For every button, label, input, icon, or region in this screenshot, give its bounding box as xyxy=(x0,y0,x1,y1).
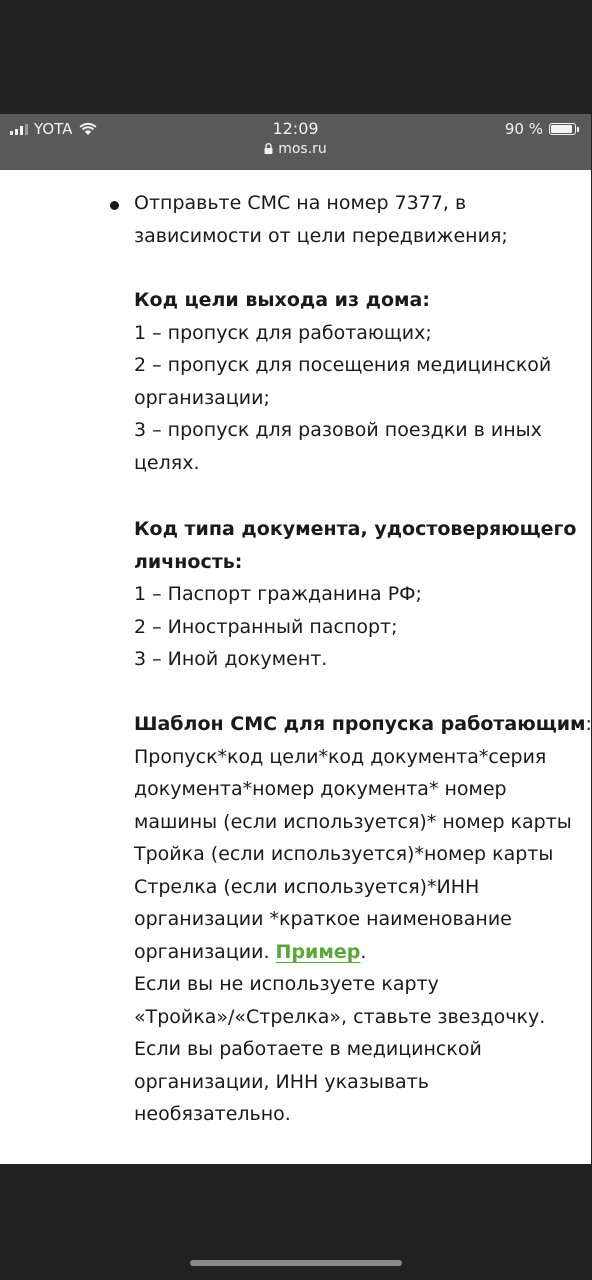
heading-colon: : xyxy=(585,713,592,735)
home-indicator[interactable] xyxy=(190,1260,402,1266)
text-line: Отправьте СМС на номер 7377, в xyxy=(134,192,467,214)
sms-template-section xyxy=(134,708,592,1131)
text-line: Если вы не используете карту xyxy=(134,973,439,995)
section-heading: Шаблон СМС для пропуска работающим xyxy=(134,713,586,735)
carrier-name: YOTA xyxy=(34,120,73,138)
text-line: документа*номер документа* номер xyxy=(134,778,507,800)
section-heading: личность: xyxy=(134,550,243,573)
text-line: 1 – Паспорт гражданина РФ; xyxy=(134,583,422,605)
text-line: «Тройка»/«Стрелка», ставьте звездочку. xyxy=(134,1005,546,1028)
status-center xyxy=(0,119,591,158)
text-line: 2 – пропуск для посещения медицинской xyxy=(134,354,552,376)
text-line: организации *краткое наименование xyxy=(134,908,512,930)
text-line: организации, ИНН указывать xyxy=(134,1070,429,1093)
page-content xyxy=(0,170,591,1164)
url-text: mos.ru xyxy=(278,140,327,157)
instruction-bullet xyxy=(134,187,574,252)
bullet-dot xyxy=(110,201,119,210)
text-line: целях. xyxy=(134,451,200,474)
section-heading: Код цели выхода из дома: xyxy=(134,289,430,311)
text-line: Стрелка (если используется)*ИНН xyxy=(134,875,480,898)
text-line: Тройка (если используется)*номер карты xyxy=(134,843,554,865)
battery-cap xyxy=(577,127,579,132)
text-fragment: . xyxy=(360,940,367,963)
top-dark-area xyxy=(0,0,591,114)
text-line: 2 – Иностранный паспорт; xyxy=(134,615,398,638)
battery-icon xyxy=(549,123,576,135)
purpose-code-section xyxy=(134,284,574,479)
section-heading: Код типа документа, удостоверяющего xyxy=(134,518,577,540)
text-line: 3 – Иной документ. xyxy=(134,648,328,670)
battery-fill xyxy=(551,125,572,133)
text-line: Пропуск*код цели*код документа*серия xyxy=(134,745,547,768)
document-code-section xyxy=(134,513,577,676)
text-line: зависимости от цели передвижения; xyxy=(134,224,508,247)
text-line-with-link xyxy=(134,936,574,969)
example-link[interactable]: Пример xyxy=(275,940,361,963)
status-right xyxy=(505,120,579,138)
text-line: организации; xyxy=(134,386,270,409)
text-line: 1 – пропуск для работающих; xyxy=(134,321,432,344)
text-line: необязательно. xyxy=(134,1103,291,1125)
lock-icon xyxy=(264,143,273,154)
section-heading-line xyxy=(134,708,592,741)
text-line: Если вы работаете в медицинской xyxy=(134,1038,482,1060)
text-fragment: организации. xyxy=(134,940,276,963)
battery-percentage: 90 % xyxy=(504,120,543,138)
address-bar[interactable] xyxy=(264,140,327,158)
clock: 12:09 xyxy=(272,119,319,138)
text-line: машины (если используется)* номер карты xyxy=(134,810,572,833)
text-line: 3 – пропуск для разовой поездки в иных xyxy=(134,419,542,441)
status-bar xyxy=(0,114,591,170)
